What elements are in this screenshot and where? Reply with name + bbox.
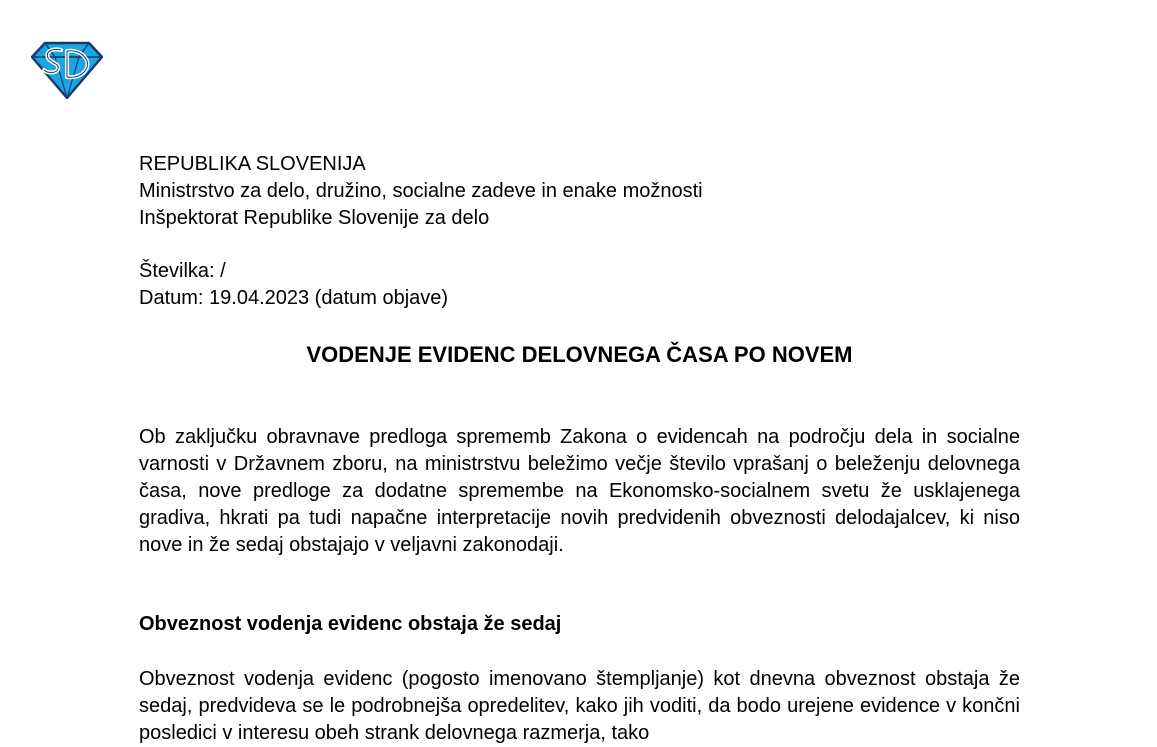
header-ministry: Ministrstvo za delo, družino, socialne zadeve in enake možnosti [139,180,703,202]
paragraph-obligation: Obveznost vodenja evidenc (pogosto imenovano štempljanje) kot dnevna obveznost obstaja že sedaj, predvideva se le podrobnejša opredelitev, kako jih voditi, da bodo urejene evidence v končni posledici v interesu obeh strank delovnega razmerja, tako [139,668,1020,744]
document-number: Številka: / [139,260,226,282]
document-date: Datum: 19.04.2023 (datum objave) [139,287,449,309]
header-country: REPUBLIKA SLOVENIJA [139,153,366,175]
paragraph-intro: Ob zaključku obravnave predloga sprememb Zakona o evidencah na področju dela in socialne varnosti v Državnem zboru, na ministrstvu beležimo večje število vprašanj o beleženju delovnega časa, nove predloge za dodatne spremembe na Ekonomsko-socialnem svetu že usklajenega gradiva, hkrati pa tudi napačne interpretacije novih predvidenih obveznosti delodajalcev, ki niso nove in že sedaj obstajajo v veljavni zakonodaji. [139,426,1020,556]
logo-icon [31,41,103,99]
document-title: VODENJE EVIDENC DELOVNEGA ČASA PO NOVEM [306,342,853,367]
section-subheading: Obveznost vodenja evidenc obstaja že sedaj [139,613,562,635]
document-body [139,151,1020,744]
header-inspectorate: Inšpektorat Republike Slovenije za delo [139,207,490,229]
